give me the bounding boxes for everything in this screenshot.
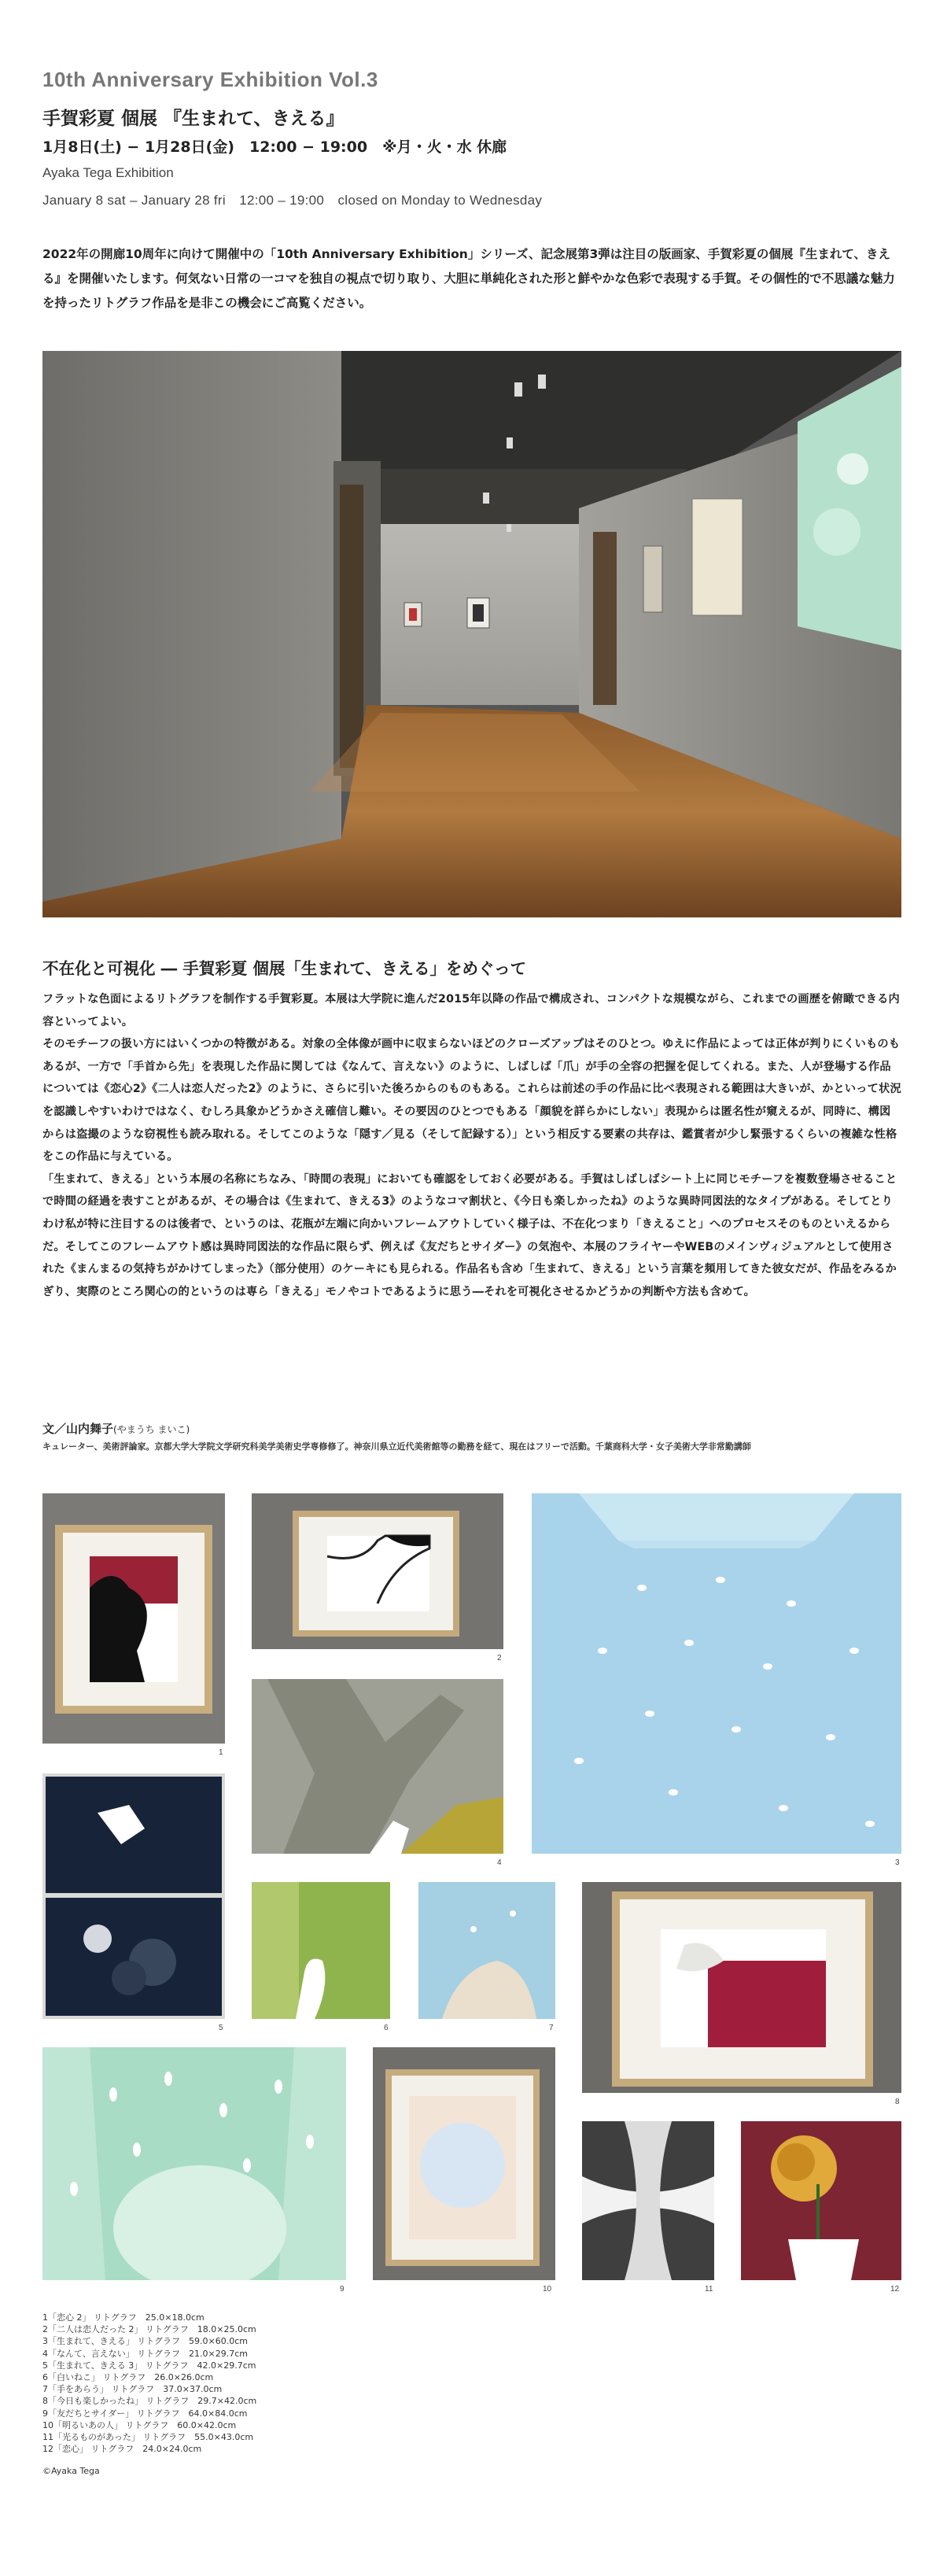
plate-number-3: 3: [895, 1858, 900, 1867]
plate-number-1: 1: [219, 1748, 223, 1757]
essay-paragraph: そのモチーフの扱い方にはいくつかの特徴がある。対象の全体像が画中に収まらないほどのクローズアップはそのひとつ。ゆえに作品によっては正体が判りにくいものもあるが、一方で「手首から先」を表現した作品に関しては《なんて、言えない》のように、しばしば「爪」が手の全容の把握を促してくれる。また、人が登場する作品については《恋心2》《二人は恋人だった2》のように、さらに引いた後ろからのものもある。これらは前述の手の作品に比べ表現される範囲は大きいが、かといって状況を認識しやすいわけではなく、むしろ具象かどうかさえ確信し難い。その要因のひとつでもある「顔貌を詳らかにしない」表現からは匿名性が窺えるが、同時に、構図からは盗撮のような窃視性も読み取れる。そしてこのような「隠す／見る（そして記録する）」という相反する要素の共存は、鑑賞者が少し緊張するくらいの複雑な性格をこの作品に与えている。: [42, 1038, 901, 1164]
essay-heading: 不在化と可視化 ― 手賀彩夏 個展「生まれて、きえる」をめぐって: [42, 959, 527, 978]
author-bio: キュレーター、美術評論家。京都大学大学院文学研究科美学美術史学専修修了。神奈川県立近代美術館等の勤務を経て、現在はフリーで活動。千葉商科大学・女子美術大学非常勤講師: [42, 1441, 751, 1452]
artwork-photo-1: [42, 1493, 225, 1744]
works-list-item: 4「なんて、言えない」 リトグラフ 21.0×29.7cm: [42, 2348, 249, 2359]
english-artist-line: Ayaka Tega Exhibition: [42, 165, 174, 180]
artwork-photo-8: [582, 1882, 901, 2093]
works-list-item: 5「生まれて、きえる 3」 リトグラフ 42.0×29.7cm: [42, 2360, 256, 2371]
plate-number-4: 4: [497, 1858, 502, 1867]
works-list: [42, 2312, 256, 2455]
works-list-item: 7「手をあらう」 リトグラフ 37.0×37.0cm: [42, 2384, 223, 2395]
plate-number-6: 6: [384, 2024, 389, 2032]
artwork-photo-2: [252, 1493, 503, 1649]
plate-number-9: 9: [340, 2285, 345, 2294]
author-reading: (やまうち まいこ): [113, 1424, 190, 1435]
author-name: 文／山内舞子: [42, 1422, 114, 1436]
works-list-item: 9「友だちとサイダー」 リトグラフ 64.0×84.0cm: [42, 2408, 248, 2419]
artwork-photo-11: [582, 2121, 714, 2280]
exhibition-dates: 1月8日(土) − 1月28日(金) 12:00 − 19:00 ※月・火・水 休廊: [42, 138, 507, 156]
plate-number-10: 10: [543, 2285, 552, 2294]
exhibition-title: 手賀彩夏 個展 『生まれて、きえる』: [42, 109, 345, 129]
artwork-photo-5: [42, 1773, 225, 2019]
works-list-item: 10「明るいあの人」 リトグラフ 60.0×42.0cm: [42, 2419, 237, 2430]
english-dates-line: January 8 sat – January 28 fri 12:00 – 19:00 closed on Monday to Wednesday: [42, 193, 543, 208]
essay-author: [42, 1420, 190, 1437]
plate-number-12: 12: [890, 2285, 900, 2294]
artwork-photo-4: [252, 1679, 503, 1854]
works-list-item: 3「生まれて、きえる」 リトグラフ 59.0×60.0cm: [42, 2336, 249, 2347]
copyright: ©Ayaka Tega: [42, 2466, 100, 2476]
artwork-photo-3: [532, 1493, 901, 1854]
artwork-photo-9: [42, 2047, 346, 2280]
plate-number-11: 11: [705, 2285, 713, 2294]
works-list-item: 1「恋心 2」 リトグラフ 25.0×18.0cm: [42, 2312, 205, 2323]
artwork-photo-10: [373, 2047, 555, 2280]
exhibition-series-title: 10th Anniversary Exhibition Vol.3: [42, 68, 378, 91]
works-list-item: 2「二人は恋人だった 2」 リトグラフ 18.0×25.0cm: [42, 2324, 256, 2335]
plate-number-7: 7: [549, 2024, 554, 2032]
works-list-item: 11「光るものがあった」 リトグラフ 55.0×43.0cm: [42, 2432, 254, 2443]
works-list-item: 6「白いねこ」 リトグラフ 26.0×26.0cm: [42, 2372, 214, 2383]
essay-paragraph: フラットな色面によるリトグラフを制作する手賀彩夏。本展は大学院に進んだ2015年以降の作品で構成され、コンパクトな規模ながら、これまでの画歴を俯瞰できる内容といってよい。: [42, 993, 900, 1028]
essay-paragraph: 「生まれて、きえる」という本展の名称にちなみ、「時間の表現」においても確認をしておく必要がある。手賀はしばしばシート上に同じモチーフを複数登場させることで時間の経過を表すことがあるが、その場合は《生まれて、きえる3》のようなコマ割状と、《今日も楽しかったね》のような異時同図法的なタイプがある。そしてとりわけ私が特に注目するのは後者で、というのは、花瓶が左端に向かいフレームアウトしていく様子は、不在化つまり「きえること」へのプロセスそのものといえるからだ。そしてこのフレームアウト感は異時同図法的な作品に限らず、例えば《友だちとサイダー》の気泡や、本展のフライヤーやWEBのメインヴィジュアルとして使用された《まんまるの気持ちがかけてしまった》（部分使用）のケーキにも見られる。作品名も含め「生まれて、きえる」という言葉を頻用してきた彼女だが、作品をみるかぎり、実際のところ関心の的というのは専ら「きえる」モノやコトであるように思う―それを可視化させるかどうかの判断や方法も含めて。: [42, 1172, 897, 1298]
plate-number-5: 5: [219, 2024, 223, 2032]
gallery-hero-photo: [42, 351, 901, 917]
works-list-item: 8「今日も楽しかったね」 リトグラフ 29.7×42.0cm: [42, 2396, 257, 2407]
artwork-photo-12: [741, 2121, 901, 2280]
essay-body: [42, 988, 901, 1303]
intro-text: 2022年の開廊10周年に向けて開催中の「10th Anniversary Exhibition」シリーズ、記念展第3弾は注目の版画家、手賀彩夏の個展『生まれて、きえる』を開催いたします。何気ない日常の一コマを独自の視点で切り取り、大胆に単純化された形と鮮やかな色彩で表現する手賀。その個性的で不思議な魅力を持ったリトグラフ作品を是非この機会にご高覧ください。: [42, 247, 895, 310]
plate-number-8: 8: [895, 2098, 900, 2106]
works-list-item: 12「恋心」 リトグラフ 24.0×24.0cm: [42, 2444, 202, 2455]
artwork-photo-6: [252, 1882, 390, 2019]
artwork-photo-7: [418, 1882, 555, 2019]
plate-number-2: 2: [497, 1654, 502, 1663]
